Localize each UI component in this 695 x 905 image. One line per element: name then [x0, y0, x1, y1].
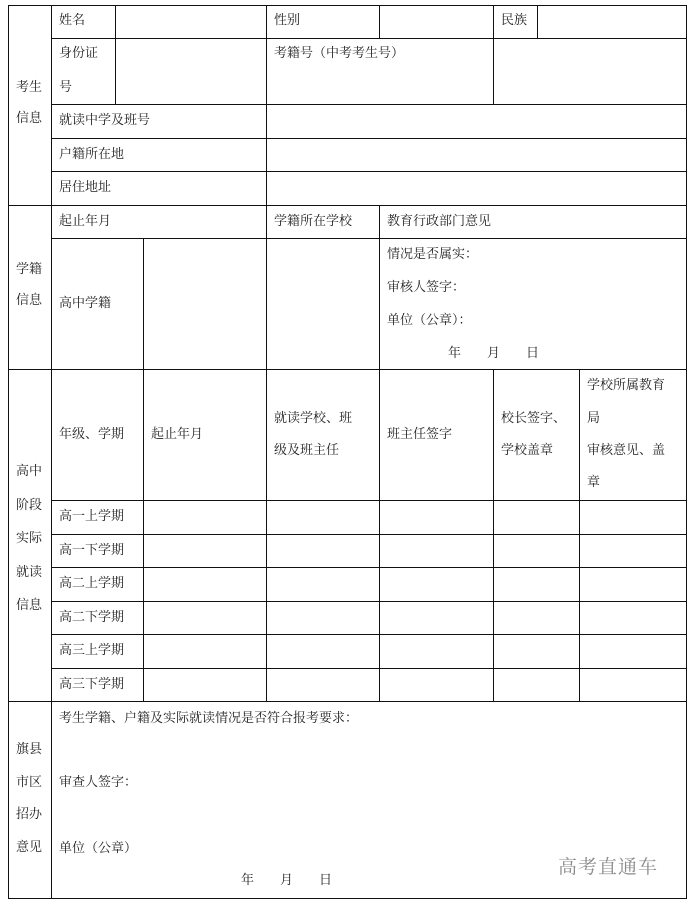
bureau-opinion-header-l2: 局 [587, 411, 601, 426]
rule [686, 5, 687, 899]
rule [115, 5, 116, 105]
id-number-label: 身份证 [59, 46, 99, 61]
bureau-opinion-header: 学校所属教育 [587, 378, 666, 393]
edu-dept-opinion-label: 教育行政部门意见 [387, 214, 492, 229]
principal-seal-header-cont: 学校盖章 [501, 443, 554, 458]
rule [51, 38, 687, 39]
rule [51, 534, 687, 535]
rule [51, 171, 687, 172]
semester-row-label: 高二下学期 [59, 610, 125, 625]
rule [51, 238, 687, 239]
rule [8, 369, 687, 370]
section-attendance-label: 高中 阶段 实际 就读 信息 [15, 464, 42, 613]
rule [379, 205, 380, 370]
rule [266, 5, 267, 206]
rule [266, 205, 267, 370]
semester-row-label: 高二上学期 [59, 576, 125, 591]
rule [51, 634, 687, 635]
rule [8, 701, 687, 702]
date-label: 年 月 日 [448, 346, 540, 361]
rule [51, 5, 52, 899]
reviewer-signature-label: 审核人签字： [387, 280, 466, 295]
unit-seal-label: 单位（公章） [59, 841, 138, 856]
rule [493, 5, 494, 105]
period-header: 起止年月 [151, 427, 204, 442]
household-label: 户籍所在地 [59, 147, 125, 162]
ethnicity-label: 民族 [501, 13, 528, 28]
date-label: 年 月 日 [241, 873, 333, 888]
principal-seal-header: 校长签字、 [501, 411, 567, 426]
school-class-label: 就读中学及班号 [59, 113, 151, 128]
watermark: 高考直通车 [558, 856, 659, 878]
rule [579, 369, 580, 702]
section-student-label: 考生 信息 [15, 80, 42, 126]
exam-number-label: 考籍号（中考考生号） [274, 46, 405, 61]
teacher-signature-header: 班主任签字 [387, 427, 453, 442]
semester-row-label: 高一上学期 [59, 509, 125, 524]
school-class-teacher-header: 就读学校、班 [274, 411, 353, 426]
unit-seal-label: 单位（公章）： [387, 313, 472, 328]
semester-row-label: 高三上学期 [59, 643, 125, 658]
rule [143, 369, 144, 702]
rule [8, 5, 687, 6]
semester-row-label: 高三下学期 [59, 677, 125, 692]
reviewer-signature-label: 审查人签字： [59, 775, 138, 790]
name-label: 姓名 [59, 13, 86, 28]
eligibility-question: 考生学籍、户籍及实际就读情况是否符合报考要求： [59, 711, 359, 726]
rule [51, 500, 687, 501]
bureau-opinion-header-l4: 章 [587, 475, 601, 490]
rule [51, 668, 687, 669]
rule [379, 369, 380, 702]
section-enrollment-label: 学籍 信息 [15, 262, 42, 308]
rule [51, 104, 687, 105]
semester-row-label: 高一下学期 [59, 543, 125, 558]
enrollment-period-label: 起止年月 [59, 214, 112, 229]
high-school-status-label: 高中学籍 [59, 296, 112, 311]
address-label: 居住地址 [59, 180, 112, 195]
grade-semester-header: 年级、学期 [59, 427, 125, 442]
rule [537, 5, 538, 39]
school-class-teacher-header-cont: 级及班主任 [274, 443, 340, 458]
rule [8, 205, 687, 206]
gender-label: 性别 [274, 13, 301, 28]
rule [143, 238, 144, 370]
verified-label: 情况是否属实： [387, 247, 479, 262]
rule [51, 567, 687, 568]
enrollment-school-label: 学籍所在学校 [274, 214, 353, 229]
rule [51, 601, 687, 602]
rule [8, 898, 687, 899]
rule [266, 369, 267, 702]
rule [493, 369, 494, 702]
bureau-opinion-header-l3: 审核意见、盖 [587, 443, 666, 458]
rule [51, 138, 687, 139]
rule [379, 5, 380, 39]
section-opinion-label: 旗县 市区 招办 意见 [15, 742, 42, 855]
id-number-label-cont: 号 [59, 80, 73, 95]
